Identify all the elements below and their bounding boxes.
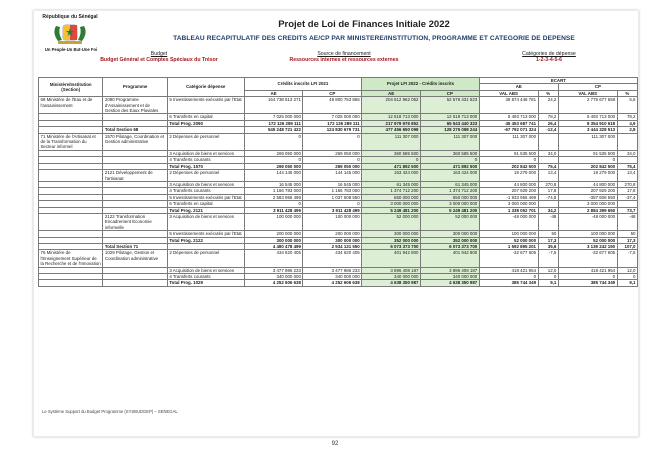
cell-s (39, 170, 103, 182)
cell-cp22: 111 307 000 (420, 133, 479, 150)
col-ecart-ae: AE (479, 84, 558, 90)
source-block (259, 51, 429, 63)
cell-cp21: 7 025 000 000 (303, 114, 362, 120)
cell-vcp: 0 (558, 274, 617, 280)
cell-pae: 9,1 (538, 280, 558, 286)
col-lfi2021: Crédits inscrits LFI 2021 (244, 78, 362, 91)
cell-pae: 26,4 (538, 120, 558, 126)
cell-pcp: 17,3 (617, 237, 637, 243)
col-cp-2021: CP (303, 90, 362, 96)
cell-pae: 34,0 (538, 150, 558, 156)
cell-cp21: 200 000 000 (303, 231, 362, 237)
cell-vae: 19 279 000 (479, 170, 538, 182)
cell-vcp: 3 139 242 150 (558, 243, 617, 249)
cell-cp21: 2 934 131 550 (303, 243, 362, 249)
cell-ae21: 144 145 000 (244, 170, 303, 182)
cell-pcp: 73,7 (617, 207, 637, 213)
cell-ae22: 300 000 000 (362, 231, 421, 237)
cell-c: 3 Acquisition de biens et services (167, 181, 244, 187)
cell-s: 76 Ministère de l'Enseignement Supérieur de la Recherche et de l'Innovation (39, 250, 103, 267)
cell-vae: 0 (479, 274, 538, 280)
cell-p (103, 280, 167, 286)
cell-ae21: 0 (244, 201, 303, 207)
cell-ae21: 0 (244, 157, 303, 163)
cell-pcp: -37,4 (617, 194, 637, 200)
cell-vcp: 202 842 500 (558, 163, 617, 169)
cell-c: 5 Investissements exécutés par l'Etat (167, 97, 244, 114)
col-categorie: Catégorie dépense (167, 78, 244, 97)
cell-pae (538, 133, 558, 150)
cell-vae: -32 677 605 (479, 250, 538, 267)
cell-ae22: 12 518 713 000 (362, 114, 421, 120)
cell-vcp: -48 000 000 (558, 213, 617, 230)
cell-cp21: 0 (303, 157, 362, 163)
cell-ae21: 1 166 783 000 (244, 188, 303, 194)
cell-ae21: 3 911 428 499 (244, 207, 303, 213)
cell-cp22: 401 942 800 (420, 250, 479, 267)
table-row (39, 250, 638, 267)
cell-pcp: 78,2 (617, 114, 637, 120)
page-number: 92 (331, 441, 339, 447)
cell-vae: 5 493 713 000 (479, 114, 538, 120)
cell-pae: -12,4 (538, 127, 558, 133)
cell-cp21: 4 252 606 638 (303, 280, 362, 286)
cell-cp22: 352 000 000 (420, 237, 479, 243)
cell-cp21: 269 050 000 (303, 163, 362, 169)
cell-c: 3 Acquisition de biens et services (167, 213, 244, 230)
cell-vae: 202 842 500 (479, 163, 538, 169)
cell-ae21: 300 000 000 (244, 237, 303, 243)
cell-cp22: 1 374 712 200 (420, 188, 479, 194)
cell-cp21: 340 000 000 (303, 274, 362, 280)
cell-s: 71 Ministère de l'Artisanat et de la Transformation du Secteur informel (39, 133, 103, 150)
cell-pcp: 13,4 (617, 170, 637, 182)
cell-vcp: 418 421 954 (558, 267, 617, 273)
cell-ae22: 111 307 000 (362, 133, 421, 150)
table-row (39, 170, 638, 182)
cell-cp22: 300 000 000 (420, 231, 479, 237)
cell-vcp: 44 800 000 (558, 181, 617, 187)
cell-pcp: 17,8 (617, 188, 637, 194)
cell-p: Total Section 71 (103, 243, 167, 249)
source-value: Ressources internes et ressources externes (289, 57, 399, 63)
cell-ae21: 172 126 289 111 (244, 120, 303, 126)
cell-c: 3 Acquisition de biens et services (167, 150, 244, 156)
cell-vae: 0 (479, 157, 538, 163)
cell-ae22: 650 000 000 (362, 194, 421, 200)
cell-cp22: 3 000 000 000 (420, 201, 479, 207)
col-val-abs-cp: VAL ABS (558, 90, 617, 96)
cell-vae: 44 800 000 (479, 181, 538, 187)
cell-cp21: 0 (303, 133, 362, 150)
cell-ae21: 434 620 405 (244, 250, 303, 267)
cell-vcp: -32 677 605 (558, 250, 617, 267)
categories-label: Catégories de dépense (522, 51, 576, 57)
cell-c: 5 Investissements exécutés par l'Etat (167, 194, 244, 200)
cell-cp21: 16 545 000 (303, 181, 362, 187)
cell-ae22: 52 000 000 (362, 213, 421, 230)
document-page (33, 10, 639, 437)
cell-cp21: 144 145 000 (303, 170, 362, 182)
footer-system: Le Système Support du Budget Programme (SYSBUDGEP) – SENEGAL (42, 409, 178, 414)
table-row (39, 127, 638, 133)
cell-ae21: 0 (244, 133, 303, 150)
cell-vcp: 207 929 200 (558, 188, 617, 194)
cell-vcp: 385 744 349 (558, 280, 617, 286)
cell-pae: 0 (538, 274, 558, 280)
cell-vae: 3 000 000 000 (479, 201, 538, 207)
cell-cp21: 1 166 783 000 (303, 188, 362, 194)
cell-pae: -7,5 (538, 250, 558, 267)
col-pct-cp: % (617, 90, 637, 96)
cell-c: 2 Dépenses de personnel (167, 133, 244, 150)
cell-ae22: 3 896 408 187 (362, 267, 421, 273)
country-name: République du Sénégal (42, 14, 98, 20)
cell-cp22: 128 275 098 244 (420, 127, 479, 133)
cell-s (39, 213, 103, 230)
cell-c: 6 Transferts en capital (167, 114, 244, 120)
cell-ae21: 4 480 478 499 (244, 243, 303, 249)
cell-vae: 111 307 000 (479, 133, 538, 150)
cell-pae: 75,4 (538, 163, 558, 169)
cell-cp22: 12 518 713 000 (420, 114, 479, 120)
cell-vae: 1 338 052 701 (479, 207, 538, 213)
cell-vcp: 5 493 713 000 (558, 114, 617, 120)
document-title: Projet de Loi de Finances Initiale 2022 (278, 19, 450, 30)
cell-pcp: 9,1 (617, 280, 637, 286)
cell-pcp: 4,9 (617, 120, 637, 126)
categories-block (469, 51, 629, 63)
cell-c: 2 Dépenses de personnel (167, 250, 244, 267)
cell-ae21: 16 545 000 (244, 181, 303, 187)
cell-ae22: 477 456 650 098 (362, 127, 421, 133)
cell-c: 4 Transferts courants (167, 188, 244, 194)
source-label: Source de financement (317, 51, 371, 57)
cell-c: 6 Transferts en capital (167, 201, 244, 207)
cell-vcp: 3 444 328 513 (558, 127, 617, 133)
cell-c: 2 Dépenses de personnel (167, 170, 244, 182)
cell-cp22: 6 073 373 700 (420, 243, 479, 249)
cell-vcp: 2 884 399 650 (558, 207, 617, 213)
cell-ae21: 200 000 000 (244, 231, 303, 237)
cell-ae22: 352 000 000 (362, 237, 421, 243)
cell-pae: -48 (538, 213, 558, 230)
cell-vcp: 111 307 000 (558, 133, 617, 150)
cell-ae22: 61 345 000 (362, 181, 421, 187)
col-ae-2022: AE (362, 90, 421, 96)
cell-cp21: 300 000 000 (303, 237, 362, 243)
cell-vae: 91 535 500 (479, 150, 538, 156)
cell-vae: -1 933 955 499 (479, 194, 538, 200)
cell-c: Total Prog. 1029 (167, 280, 244, 286)
cell-c: 3 Acquisition de biens et services (167, 267, 244, 273)
cell-ae22: 6 073 373 700 (362, 243, 421, 249)
cell-cp21: 3 911 428 499 (303, 207, 362, 213)
cell-c: Total Prog. 2121 (167, 207, 244, 213)
cell-pcp: -7,5 (617, 250, 637, 267)
cell-cp22: 52 000 000 (420, 213, 479, 230)
cell-cp22: 360 585 500 (420, 150, 479, 156)
budget-block (74, 51, 244, 63)
cell-ae22: 471 892 500 (362, 163, 421, 169)
cell-pcp: 107,0 (617, 243, 637, 249)
cell-p: 2090 Programme d'Assainissement et de Gestion des Eaux Pluviales (103, 97, 167, 114)
cell-vcp: 91 535 500 (558, 150, 617, 156)
cell-p: 1570 Pilotage, Coordination et Gestion administrative (103, 133, 167, 150)
cell-ae21: 545 248 721 422 (244, 127, 303, 133)
cell-cp21: 269 050 000 (303, 150, 362, 156)
cell-ae21: 2 583 955 499 (244, 194, 303, 200)
cell-s (39, 280, 103, 286)
cell-pcp: 270,8 (617, 181, 637, 187)
cell-cp21: 124 830 679 731 (303, 127, 362, 133)
cell-vae: 1 592 895 201 (479, 243, 538, 249)
cell-vae: 385 744 349 (479, 280, 538, 286)
cell-cp21: 100 000 000 (303, 213, 362, 230)
cell-ae22: 4 638 350 987 (362, 280, 421, 286)
cell-cp21: 434 620 405 (303, 250, 362, 267)
cell-cp22: 650 000 000 (420, 194, 479, 200)
cell-vae: 207 929 200 (479, 188, 538, 194)
cell-c: Total Prog. 1570 (167, 163, 244, 169)
table-row (39, 213, 638, 230)
col-ae-2021: AE (244, 90, 303, 96)
table-row (39, 133, 638, 150)
table-row (39, 243, 638, 249)
categories-value: 1-2-3-4-5-6 (536, 57, 562, 63)
col-lfi2022: Projet LFI 2022 - Crédits inscrits (362, 78, 480, 91)
budget-value: Budget Général et Comptes Spéciaux du Trésor (100, 57, 218, 63)
cell-p: 1029 Pilotage, Gestion et Coordination administrative (103, 250, 167, 267)
cell-vae: -67 792 071 324 (479, 127, 538, 133)
cell-pae: 78,2 (538, 114, 558, 120)
cell-ae21: 100 000 000 (244, 213, 303, 230)
cell-vae: 45 453 687 741 (479, 120, 538, 126)
cell-cp22: 5 249 481 200 (420, 207, 479, 213)
cell-c: 4 Transferts courants (167, 157, 244, 163)
col-programme: Programme (103, 78, 167, 97)
cell-pcp: -48 (617, 213, 637, 230)
cell-ae22: 204 612 962 052 (362, 97, 421, 114)
cell-vcp: 3 000 000 000 (558, 201, 617, 207)
cell-vae: 39 874 448 781 (479, 97, 538, 114)
cell-cp22: 52 576 431 523 (420, 97, 479, 114)
cell-ae22: 360 585 500 (362, 150, 421, 156)
col-pct-ae: % (538, 90, 558, 96)
cell-pae: 17,3 (538, 237, 558, 243)
cell-pcp: 50 (617, 231, 637, 237)
cell-vae: -48 000 000 (479, 213, 538, 230)
cell-cp21: 3 477 986 233 (303, 267, 362, 273)
cell-c: Total Prog. 2122 (167, 237, 244, 243)
cell-pae: 24,2 (538, 97, 558, 114)
cell-cp22: 61 345 000 (420, 181, 479, 187)
cell-pae: 50 (538, 231, 558, 237)
cell-c: 4 Transferts courants (167, 274, 244, 280)
cell-vcp: 100 000 000 (558, 231, 617, 237)
cell-vcp: -387 608 550 (558, 194, 617, 200)
document-subtitle: TABLEAU RECAPITULATIF DES CREDITS AE/CP PAR MINISTERE/INSTITUTION, PROGRAMME ET CATEGORIE DE DEPENSE (173, 35, 575, 42)
cell-cp22: 340 000 000 (420, 274, 479, 280)
cell-cp21: 1 037 608 550 (303, 194, 362, 200)
cell-cp22: 65 543 440 323 (420, 120, 479, 126)
cell-ae22: 1 374 712 200 (362, 188, 421, 194)
cell-pcp: 75,4 (617, 163, 637, 169)
cell-c: 5 Investissements exécutés par l'Etat (167, 231, 244, 237)
credits-table (38, 77, 638, 287)
cell-pae: 270,8 (538, 181, 558, 187)
col-cp-2022: CP (420, 90, 479, 96)
cell-s: 68 Ministère de l'Eau et de l'assainissement (39, 97, 103, 114)
cell-cp22: 163 424 000 (420, 170, 479, 182)
cell-ae21: 269 050 000 (244, 163, 303, 169)
cell-ae22: 5 249 481 200 (362, 207, 421, 213)
cell-cp21: 0 (303, 201, 362, 207)
cell-ae22: 163 424 000 (362, 170, 421, 182)
cell-pcp: 12,0 (617, 267, 637, 273)
col-ministere: Ministère/Institution (Section) (39, 78, 103, 97)
cell-cp21: 172 126 289 111 (303, 120, 362, 126)
cell-p: Total Section 68 (103, 127, 167, 133)
cell-ae22: 0 (362, 157, 421, 163)
cell-vae: 100 000 000 (479, 231, 538, 237)
cell-ae21: 7 025 000 000 (244, 114, 303, 120)
cell-pae: -74,8 (538, 194, 558, 200)
coat-of-arms-icon (52, 21, 88, 46)
table-row (39, 97, 638, 114)
cell-pae: 17,8 (538, 188, 558, 194)
cell-vcp: 52 000 000 (558, 237, 617, 243)
cell-ae21: 269 050 000 (244, 150, 303, 156)
cell-ae21: 3 477 986 233 (244, 267, 303, 273)
budget-label: Budget (150, 51, 168, 57)
document-header (34, 11, 638, 75)
cell-ae22: 340 000 000 (362, 274, 421, 280)
cell-ae21: 4 252 606 638 (244, 280, 303, 286)
cell-ae22: 401 942 800 (362, 250, 421, 267)
cell-cp22: 4 638 350 987 (420, 280, 479, 286)
cell-p: 2122 Transformation Encadrement Economie informelle (103, 213, 167, 230)
cell-cp21: 49 800 753 865 (303, 97, 362, 114)
cell-ae21: 164 738 513 271 (244, 97, 303, 114)
cell-cp22: 3 896 408 187 (420, 267, 479, 273)
cell-pae: 35,6 (538, 243, 558, 249)
cell-ae22: 217 979 976 852 (362, 120, 421, 126)
table-row (39, 280, 638, 286)
cell-pcp: 2,8 (617, 127, 637, 133)
cell-cp22: 471 892 500 (420, 163, 479, 169)
cell-vcp: 19 279 000 (558, 170, 617, 182)
cell-pae: 34,2 (538, 207, 558, 213)
national-motto: Un Peuple-Un But-Une Foi (44, 47, 98, 52)
cell-pcp: 0 (617, 274, 637, 280)
cell-vae: 52 000 000 (479, 237, 538, 243)
cell-vcp: 0 (558, 157, 617, 163)
col-ecart-cp: CP (558, 84, 637, 90)
cell-vcp: 2 775 677 658 (558, 97, 617, 114)
cell-ae22: 3 000 000 000 (362, 201, 421, 207)
cell-pcp: 5,6 (617, 97, 637, 114)
cell-pae: 12,0 (538, 267, 558, 273)
cell-cp22: 0 (420, 157, 479, 163)
col-ecart: ECART (479, 78, 637, 84)
table-body (39, 97, 638, 287)
cell-p: 2121 Développement de l'artisanat (103, 170, 167, 182)
cell-pcp (617, 133, 637, 150)
cell-vae: 418 421 954 (479, 267, 538, 273)
cell-ae21: 340 000 000 (244, 274, 303, 280)
col-val-abs-ae: VAL ABS (479, 90, 538, 96)
cell-c: Total Prog. 2090 (167, 120, 244, 126)
cell-pae: 13,4 (538, 170, 558, 182)
cell-pcp: 34,0 (617, 150, 637, 156)
cell-vcp: 8 354 910 618 (558, 120, 617, 126)
